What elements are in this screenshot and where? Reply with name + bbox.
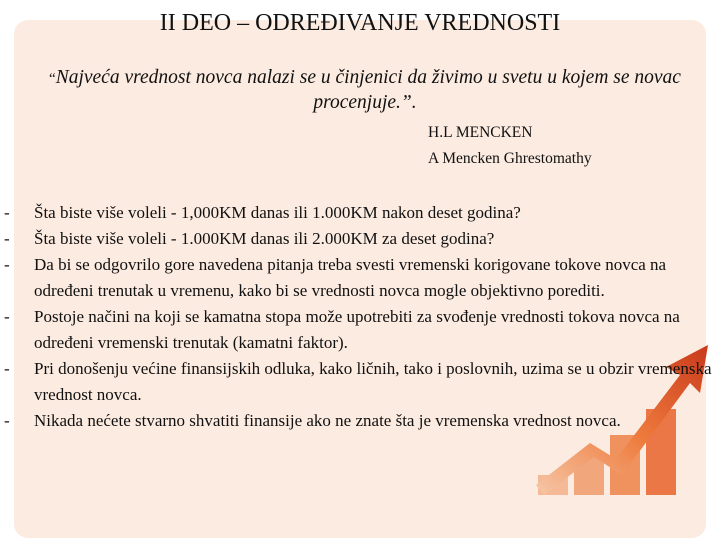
list-item xyxy=(0,252,715,304)
quote-close-mark: ”. xyxy=(400,92,417,113)
bullet-list xyxy=(0,200,715,434)
bullet-dash: - xyxy=(4,255,10,274)
bullet-dash: - xyxy=(4,411,10,430)
list-item xyxy=(0,200,715,226)
list-item-text: Da bi se odgovrilo gore navedena pitanja treba svesti vremenski korigovane tokove novca na određeni trenutak u vremenu, kako bi se vrednosti novca mogle objektivno porediti. xyxy=(34,255,667,300)
bullet-dash: - xyxy=(4,203,10,222)
bullet-dash: - xyxy=(4,359,10,378)
quote-author: H.L MENCKEN xyxy=(428,124,533,141)
list-item-text: Pri donošenju većine finansijskih odluka, kako ličnih, tako i poslovnih, uzima se u obzir vremenska vrednost novca. xyxy=(34,359,712,404)
quote-open-mark: “ xyxy=(49,71,56,87)
list-item xyxy=(0,408,715,434)
slide-title: II DEO – ODREĐIVANJE VREDNOSTI xyxy=(159,10,561,36)
list-item xyxy=(0,356,715,408)
bullet-dash: - xyxy=(4,307,10,326)
quote-text: Najveća vrednost novca nalazi se u činjenici da živimo u svetu u kojem se novac procenjuje. xyxy=(55,67,681,113)
list-item xyxy=(0,226,715,252)
quote-source: A Mencken Ghrestomathy xyxy=(428,150,592,167)
quote xyxy=(20,66,710,115)
list-item xyxy=(0,304,715,356)
list-item-text: Postoje načini na koji se kamatna stopa može upotrebiti za svođenje vrednosti tokova novca na određeni vremenski trenutak (kamatni faktor). xyxy=(34,307,680,352)
list-item-text: Nikada nećete stvarno shvatiti finansije ako ne znate šta je vremenska vrednost novca. xyxy=(34,411,621,430)
list-item-text: Šta biste više voleli - 1.000KM danas ili 2.000KM za deset godina? xyxy=(34,229,495,248)
list-item-text: Šta biste više voleli - 1,000KM danas ili 1.000KM nakon deset godina? xyxy=(34,203,521,222)
bullet-dash: - xyxy=(4,229,10,248)
